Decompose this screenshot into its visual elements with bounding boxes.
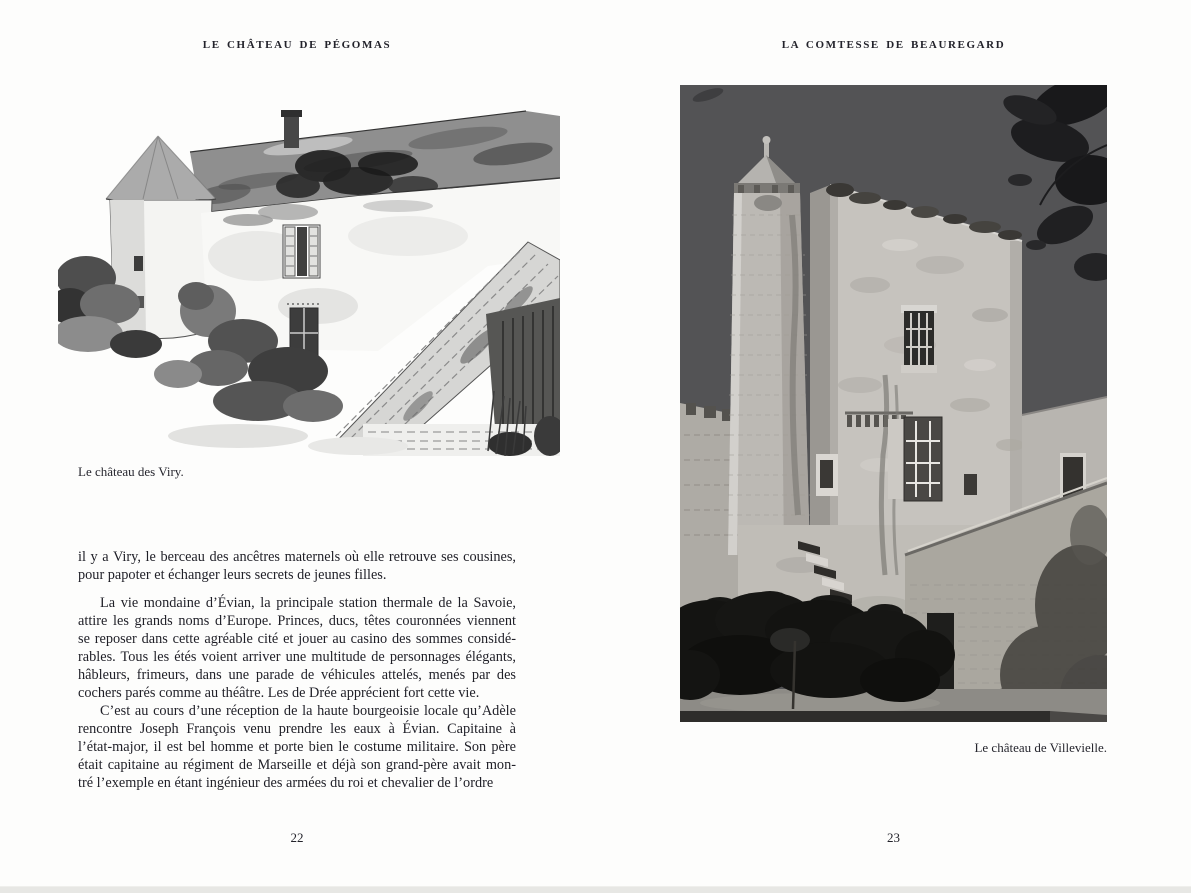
photo-recess [810, 185, 830, 555]
chateau-villevielle-photo [680, 85, 1107, 722]
right-running-header: LA COMTESSE DE BEAUREGARD [781, 39, 1006, 51]
text-line: attire les grands noms d’Europe. Princes, ducs, têtes couronnées viennent [78, 613, 516, 629]
sketch-shuttered-window [283, 225, 320, 278]
left-page-number: 22 [290, 830, 304, 845]
sketch-chimney [284, 114, 299, 148]
chateau-viry-ink-sketch [58, 106, 560, 456]
body-text [78, 548, 516, 792]
paragraph [78, 594, 516, 702]
right-page-number: 23 [887, 830, 900, 845]
text-line: rencontre Joseph François venu prendre les eaux à Évian. Capitaine à [78, 721, 516, 737]
text-line: tré l’exemple en étant ingénieur des armées du roi et chevalier de l’ordre [78, 775, 494, 791]
text-line: l’état-major, il est bel homme et porte bien le costume militaire. Son père [78, 739, 516, 755]
photo-small-window-b [964, 474, 977, 495]
text-line: pour papoter et échanger leurs secrets de jeunes filles. [78, 567, 387, 583]
text-line: cochers parés comme au théâtre. Les de Drée apprécient fort cette vie. [78, 685, 480, 701]
photo-turret [728, 136, 810, 555]
paragraph [78, 702, 516, 792]
left-running-header: LE CHÂTEAU DE PÉGOMAS [202, 39, 392, 51]
text-line: C’est au cours d’une réception de la haute bourgeoisie locale qu’Adèle [100, 703, 516, 719]
text-line: il y a Viry, le berceau des ancêtres maternels où elle retrouve ses cousines, [78, 549, 516, 565]
scan-edge [0, 886, 1191, 893]
text-line: La vie mondaine d’Évian, la principale station thermale de la Savoie, [100, 595, 516, 611]
text-line: était capitaine au régiment de Marseille et déjà son grand-père avait mon- [78, 757, 516, 773]
photo-bottom-shadow [680, 711, 1050, 722]
right-photo-caption: Le château de Villevielle. [974, 740, 1107, 755]
paragraph [78, 548, 516, 584]
photo-barred-window [901, 305, 937, 373]
photo-small-window-a [816, 454, 838, 496]
text-line: hâbleurs, frimeurs, dans une parade de véhicules attelés, menés par des [78, 667, 516, 683]
left-illustration-caption: Le château des Viry. [78, 464, 184, 479]
text-line: se reposer dans cette agréable cité et jouer au casino des sommes considé- [78, 631, 516, 647]
text-line: rables. Tous les étés voient arriver une multitude de personnages élégants, [78, 649, 516, 665]
photo-shuttered-window [888, 417, 958, 501]
